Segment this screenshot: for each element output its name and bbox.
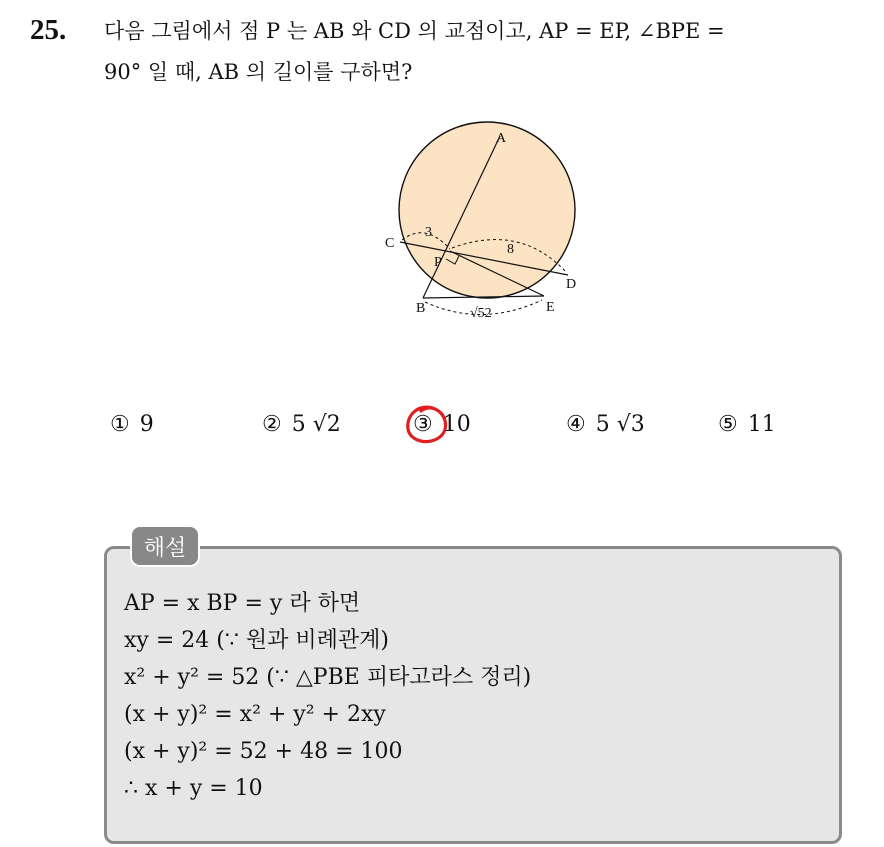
label-c: C (385, 236, 395, 251)
label-p: P (434, 255, 442, 270)
solution-lines (124, 585, 531, 807)
question-text-line-2: 90° 일 때, AB 의 길이를 구하면? (104, 60, 413, 84)
choice-4[interactable] (566, 412, 645, 437)
solution-line-3: x² + y² = 52 (∵ △PBE 피타고라스 정리) (124, 665, 532, 690)
length-pd: 8 (507, 242, 514, 257)
length-be: √52 (470, 306, 492, 321)
choice-mark: ⑤ (718, 412, 738, 437)
question-number: 25. (30, 14, 67, 46)
choice-mark: ② (262, 412, 282, 437)
choice-mark: ① (110, 412, 130, 437)
choice-1[interactable] (110, 412, 154, 437)
label-b: B (416, 301, 426, 316)
label-e: E (546, 300, 555, 315)
choice-value: 11 (747, 412, 776, 437)
label-a: A (496, 131, 507, 146)
solution-line-2: xy = 24 (∵ 원과 비례관계) (124, 628, 389, 653)
choice-value: 9 (139, 412, 154, 437)
solution-tab: 해설 (130, 525, 200, 567)
circle-diagram (370, 118, 600, 338)
answer-marker-icon (403, 402, 451, 448)
geometry-figure (370, 118, 600, 338)
choice-2[interactable] (262, 412, 341, 437)
choice-mark: ④ (566, 412, 586, 437)
solution-line-1: AP = x BP = y 라 하면 (124, 591, 361, 616)
choice-value: 5 √3 (595, 412, 645, 437)
solution-line-6: ∴ x + y = 10 (124, 776, 263, 801)
length-cp: 3 (425, 225, 432, 240)
choice-5[interactable] (718, 412, 776, 437)
choice-value: 5 √2 (291, 412, 341, 437)
label-d: D (566, 277, 577, 292)
solution-line-5: (x + y)² = 52 + 48 = 100 (124, 739, 403, 764)
choice-mark: ③ (413, 412, 433, 437)
solution-line-4: (x + y)² = x² + y² + 2xy (124, 702, 386, 727)
question-text-line-1: 다음 그림에서 점 P 는 AB 와 CD 의 교점이고, AP = EP, ∠BPE = (104, 19, 725, 43)
choice-value: 10 (442, 412, 471, 437)
